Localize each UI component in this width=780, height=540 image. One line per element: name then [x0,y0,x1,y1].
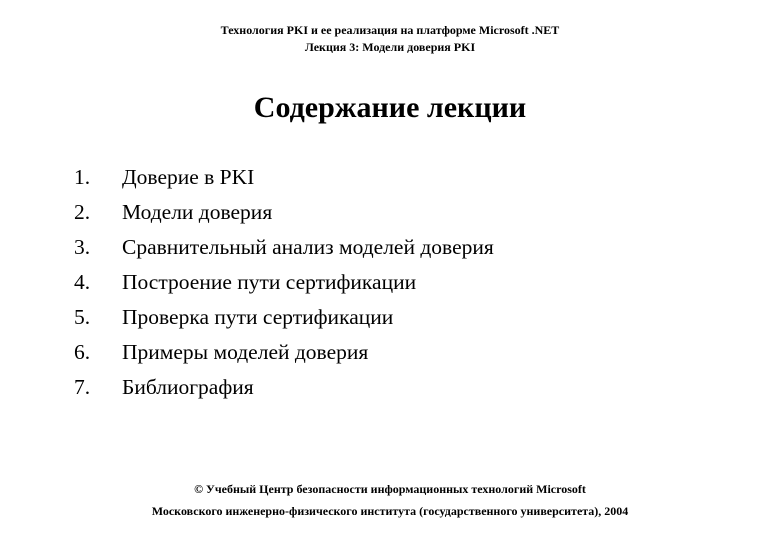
toc-item-5 [74,300,494,335]
toc-item-text: Примеры моделей доверия [122,340,369,364]
slide-header [0,22,780,56]
toc-item-number: 2. [74,200,91,224]
slide-footer [0,478,780,522]
toc-item-number: 1. [74,165,91,189]
toc-item-number: 5. [74,305,91,329]
toc-item-text: Сравнительный анализ моделей доверия [122,235,494,259]
toc-item-2 [74,195,494,230]
copyright-line: © Учебный Центр безопасности информационных технологий Microsoft [194,482,586,496]
toc-item-7 [74,370,494,405]
toc-item-1 [74,160,494,195]
toc-item-number: 3. [74,235,91,259]
toc-item-number: 4. [74,270,91,294]
course-title: Технология PKI и ее реализация на платформе Microsoft .NET [220,23,560,37]
toc-item-text: Построение пути сертификации [122,270,417,294]
toc-item-number: 7. [74,375,91,399]
page-title: Содержание лекции [253,91,527,124]
toc-item-text: Проверка пути сертификации [122,305,394,329]
toc-item-text: Модели доверия [122,200,273,224]
toc-item-text: Доверие в PKI [122,165,255,189]
toc-item-6 [74,335,494,370]
institution-line: Московского инженерно-физического института (государственного университета), 2004 [151,504,629,518]
toc-item-text: Библиография [122,375,254,399]
toc-item-3 [74,230,494,265]
toc-item-number: 6. [74,340,91,364]
lecture-title: Лекция 3: Модели доверия PKI [304,40,476,54]
table-of-contents [74,160,494,405]
toc-item-4 [74,265,494,300]
